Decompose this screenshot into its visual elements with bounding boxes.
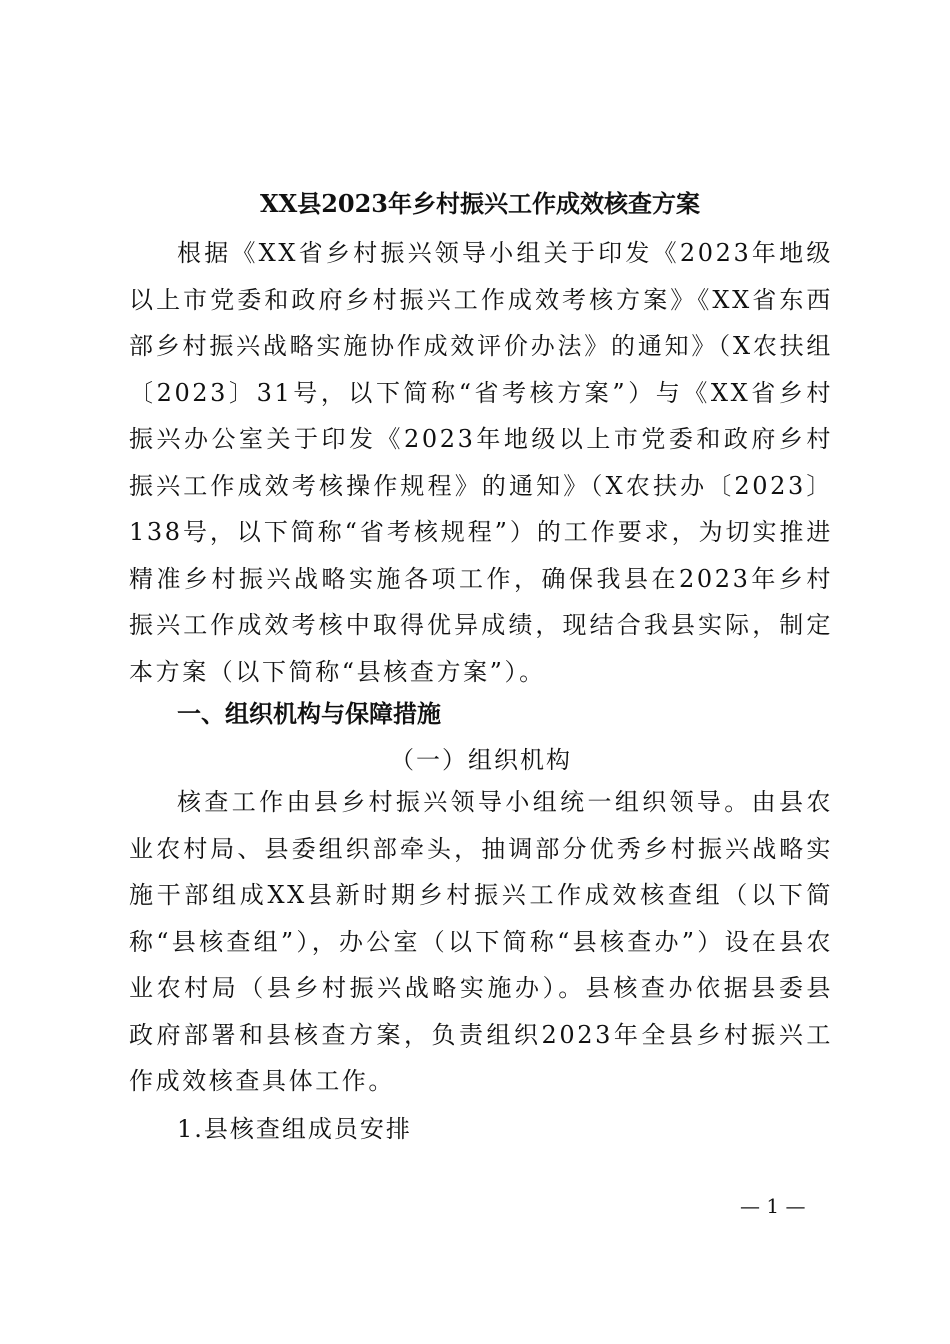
intro-paragraph: 根据《XX省乡村振兴领导小组关于印发《2023年地级以上市党委和政府乡村振兴工作成效考核方案》《XX省东西部乡村振兴战略实施协作成效评价办法》的通知》（X农扶组〔2023〕31号，以下简称“省考核方案”）与《XX省乡村振兴办公室关于印发《2023年地级以上市党委和政府乡村振兴工作成效考核操作规程》的通知》（X农扶办〔2023〕138号，以下简称“省考核规程”）的工作要求，为切实推进精准乡村振兴战略实施各项工作，确保我县在2023年乡村振兴工作成效考核中取得优异成绩，现结合我县实际，制定本方案（以下简称“县核查方案”）。 (129, 239, 833, 686)
page-number: — 1 — (740, 1194, 806, 1218)
subsection-heading: （一）组织机构 (390, 746, 572, 774)
document-title: XX县2023年乡村振兴工作成效核查方案 (259, 189, 701, 218)
list-item-heading: 1.县核查组成员安排 (177, 1115, 412, 1143)
section-heading: 一、组织机构与保障措施 (177, 700, 441, 728)
organization-paragraph: 核查工作由县乡村振兴领导小组统一组织领导。由县农业农村局、县委组织部牵头，抽调部分优秀乡村振兴战略实施干部组成XX县新时期乡村振兴工作成效核查组（以下简称“县核查组”），办公室（以下简称“县核查办”）设在县农业农村局（县乡村振兴战略实施办）。县核查办依据县委县政府部署和县核查方案，负责组织2023年全县乡村振兴工作成效核查具体工作。 (129, 788, 833, 1095)
